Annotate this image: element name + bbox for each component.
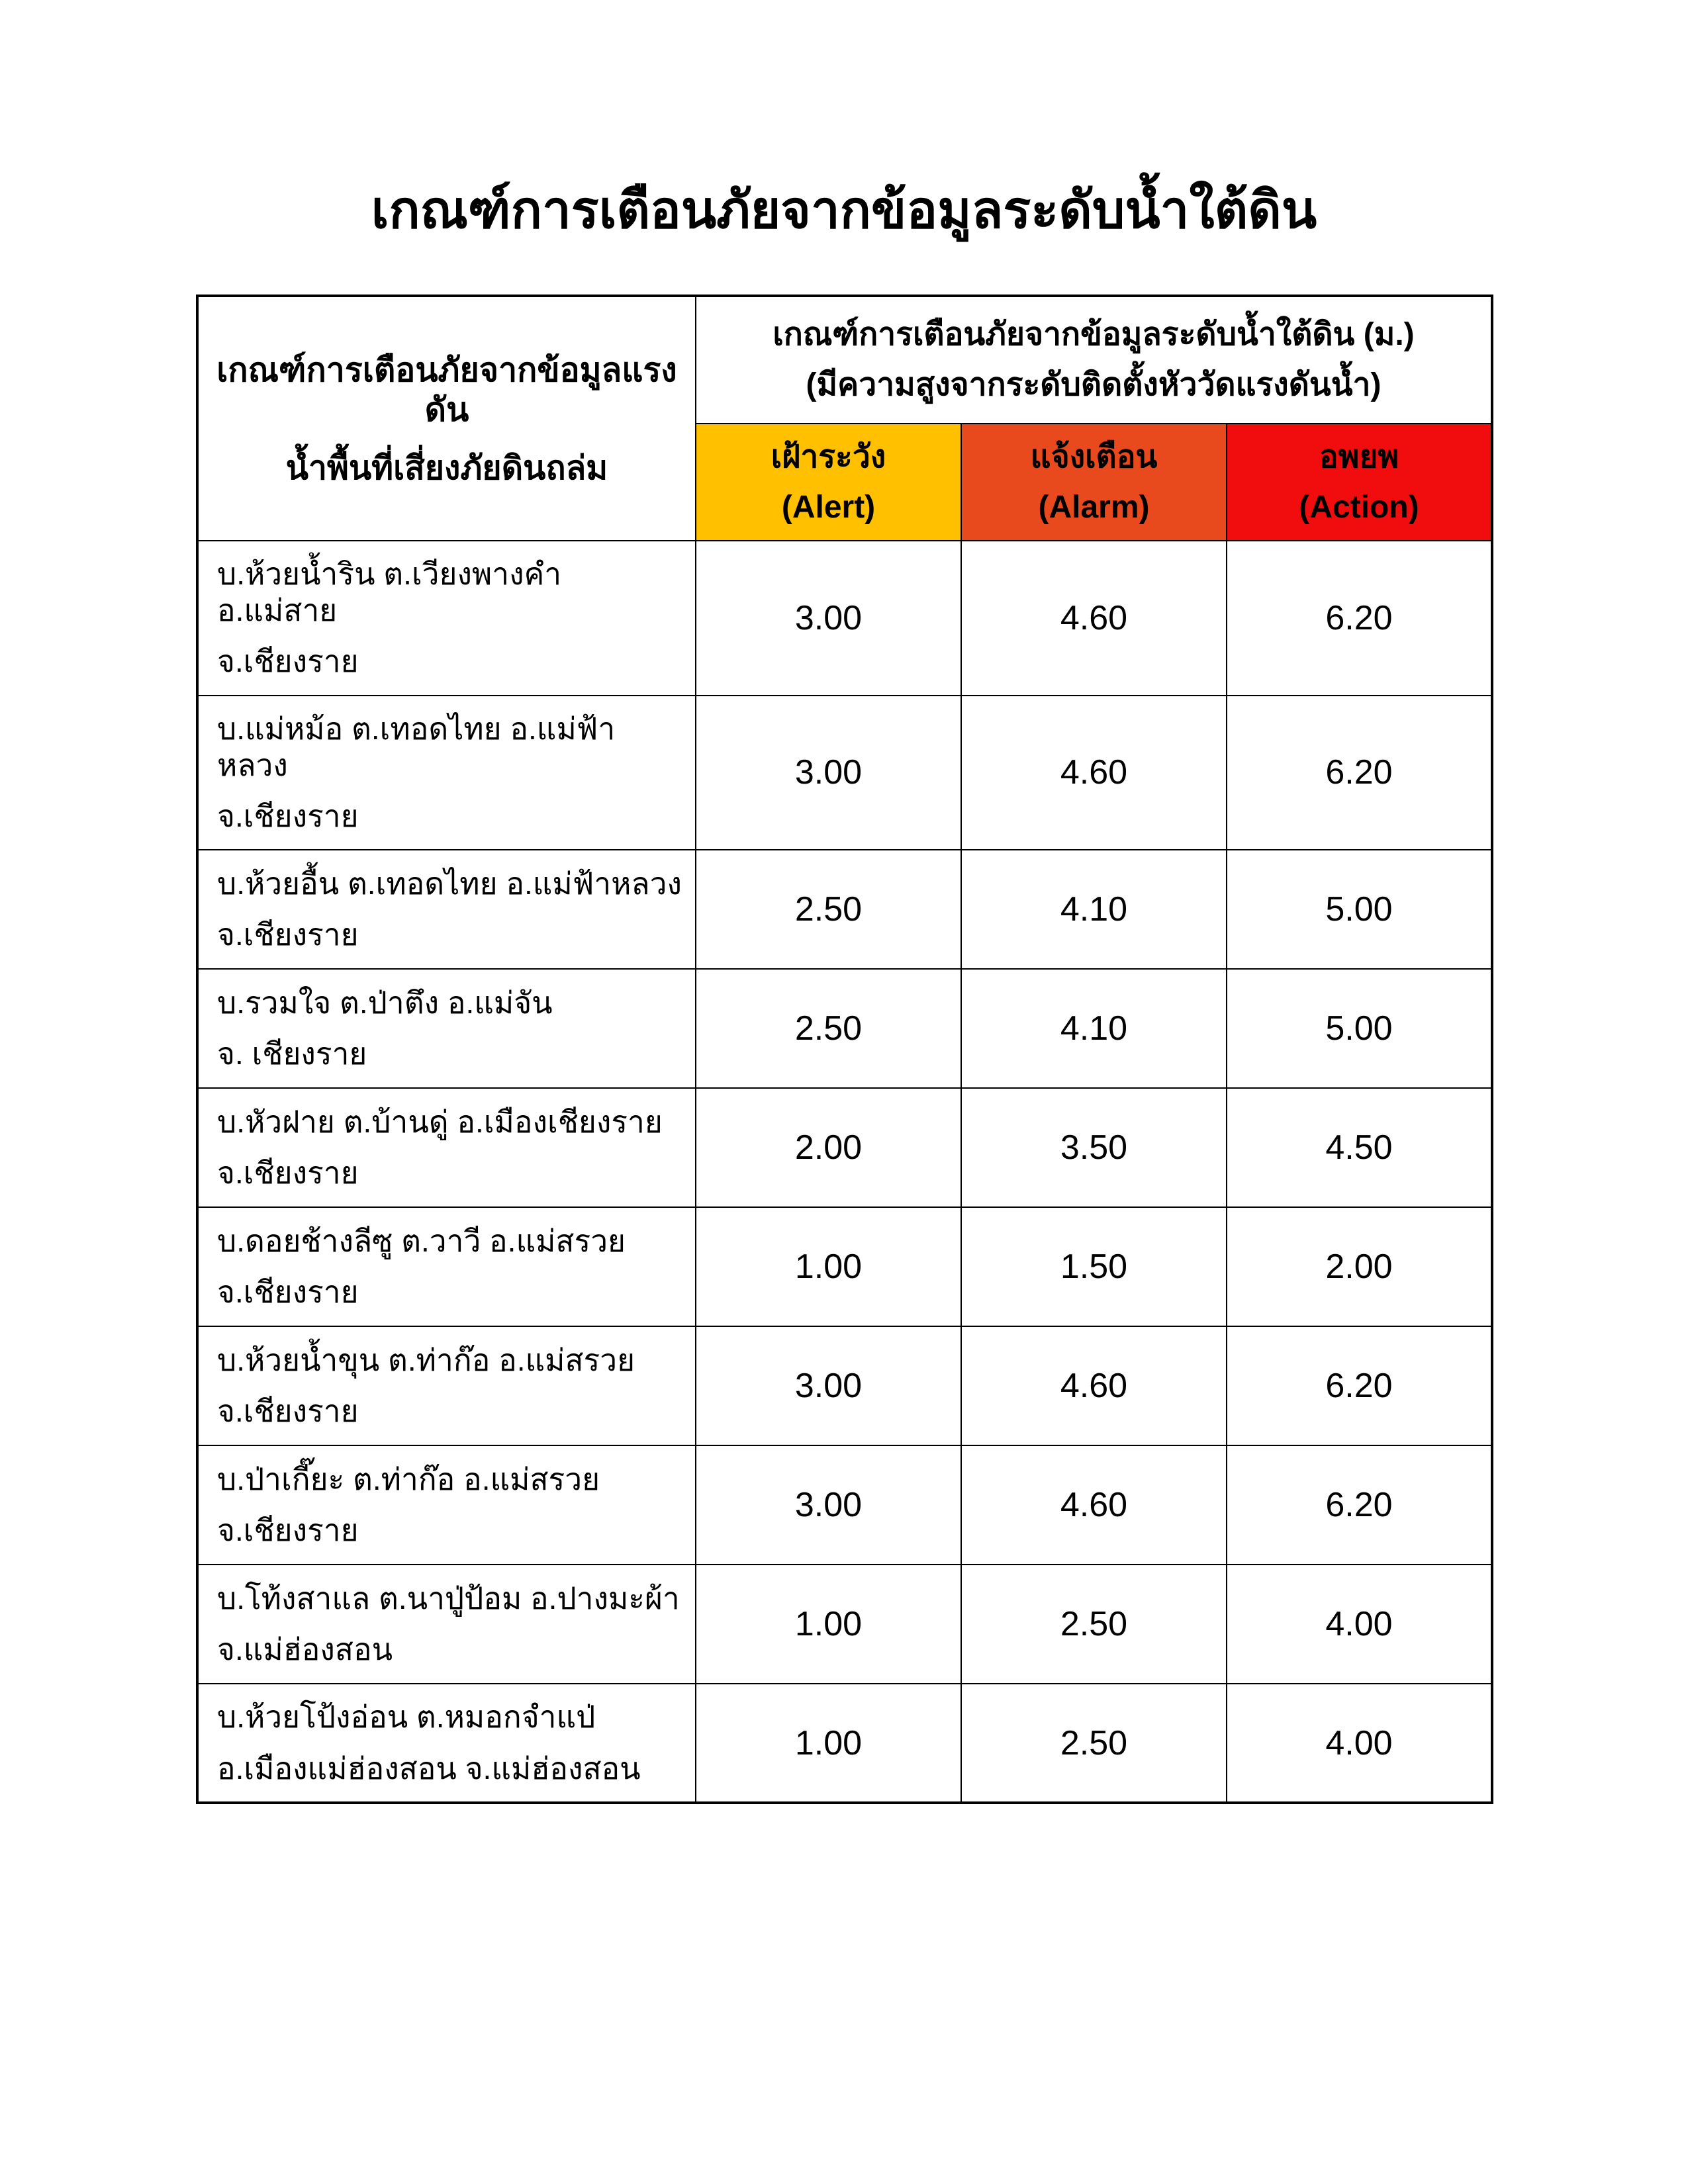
page-title: เกณฑ์การเตือนภัยจากข้อมูลระดับน้ำใต้ดิน [371, 181, 1317, 239]
groundwater-criteria-header [696, 296, 1492, 424]
alarm-value: 4.60 [961, 541, 1227, 696]
location-cell [197, 1207, 696, 1326]
table-row [197, 696, 1492, 850]
location-line2: จ.เชียงราย [217, 917, 359, 952]
location-line1: บ.โท้งสาแล ต.นาปู่ป้อม อ.ปางมะผ้า [217, 1580, 680, 1615]
pressure-criteria-header-line2: น้ำพื้นที่เสี่ยงภัยดินถล่ม [285, 449, 608, 486]
alert-value: 1.00 [696, 1684, 961, 1803]
location-line1: บ.ดอยช้างลีซู ต.วาวี อ.แม่สรวย [217, 1223, 626, 1258]
alert-value: 2.00 [696, 1088, 961, 1207]
alert-value: 1.00 [696, 1207, 961, 1326]
alarm-value: 4.60 [961, 696, 1227, 850]
location-line1: บ.แม่หม้อ ต.เทอดไทย อ.แม่ฟ้าหลวง [217, 711, 616, 782]
table-row [197, 1565, 1492, 1684]
action-value: 6.20 [1227, 696, 1492, 850]
location-line2: จ.เชียงราย [217, 1275, 359, 1310]
alarm-value: 1.50 [961, 1207, 1227, 1326]
alert-level-label-th: เฝ้าระวัง [771, 439, 886, 475]
alert-value: 3.00 [696, 541, 961, 696]
action-value: 2.00 [1227, 1207, 1492, 1326]
location-line2: จ.เชียงราย [217, 1394, 359, 1429]
location-line1: บ.ห้วยโป้งอ่อน ต.หมอกจำแป่ [217, 1700, 596, 1735]
alert-value: 3.00 [696, 696, 961, 850]
location-cell [197, 850, 696, 969]
action-value: 5.00 [1227, 850, 1492, 969]
action-value: 4.50 [1227, 1088, 1492, 1207]
location-cell [197, 969, 696, 1088]
location-cell [197, 1684, 696, 1803]
alarm-value: 4.10 [961, 969, 1227, 1088]
action-value: 6.20 [1227, 1326, 1492, 1445]
location-line2: จ. เชียงราย [217, 1036, 367, 1071]
location-cell [197, 1088, 696, 1207]
table-row [197, 1445, 1492, 1565]
alert-value: 3.00 [696, 1445, 961, 1565]
action-level-header [1227, 424, 1492, 541]
alert-value: 3.00 [696, 1326, 961, 1445]
location-cell [197, 696, 696, 850]
alarm-value: 4.60 [961, 1326, 1227, 1445]
table-row [197, 969, 1492, 1088]
action-level-label-th: อพยพ [1319, 439, 1399, 475]
alarm-value: 4.10 [961, 850, 1227, 969]
location-line2: อ.เมืองแม่ฮ่องสอน จ.แม่ฮ่องสอน [217, 1751, 641, 1786]
table-row [197, 1684, 1492, 1803]
alarm-value: 4.60 [961, 1445, 1227, 1565]
location-cell [197, 1326, 696, 1445]
groundwater-criteria-header-line1: เกณฑ์การเตือนภัยจากข้อมูลระดับน้ำใต้ดิน (ม.) [773, 317, 1415, 352]
header-row-top [197, 296, 1492, 424]
alarm-value: 2.50 [961, 1565, 1227, 1684]
action-level-label-en: (Action) [1299, 489, 1419, 525]
alarm-value: 3.50 [961, 1088, 1227, 1207]
table-row [197, 1088, 1492, 1207]
location-line1: บ.ห้วยน้ำขุน ต.ท่าก๊อ อ.แม่สรวย [217, 1342, 635, 1377]
action-value: 5.00 [1227, 969, 1492, 1088]
location-line2: จ.เชียงราย [217, 1156, 359, 1191]
alert-value: 2.50 [696, 850, 961, 969]
location-cell [197, 541, 696, 696]
location-cell [197, 1565, 696, 1684]
location-line1: บ.ห้วยน้ำริน ต.เวียงพางคำ อ.แม่สาย [217, 557, 562, 628]
action-value: 4.00 [1227, 1684, 1492, 1803]
location-line1: บ.ป่าเกี๊ยะ ต.ท่าก๊อ อ.แม่สรวย [217, 1461, 600, 1496]
location-line1: บ.หัวฝาย ต.บ้านดู่ อ.เมืองเชียงราย [217, 1104, 663, 1139]
table-row [197, 1207, 1492, 1326]
table-row [197, 541, 1492, 696]
action-value: 6.20 [1227, 1445, 1492, 1565]
alert-value: 1.00 [696, 1565, 961, 1684]
table-row [197, 1326, 1492, 1445]
location-cell [197, 1445, 696, 1565]
alarm-level-label-en: (Alarm) [1038, 489, 1150, 525]
location-line1: บ.รวมใจ ต.ป่าตึง อ.แม่จัน [217, 985, 553, 1020]
alert-level-label-en: (Alert) [781, 489, 876, 525]
location-line2: จ.แม่ฮ่องสอน [217, 1632, 393, 1667]
action-value: 4.00 [1227, 1565, 1492, 1684]
warning-criteria-table [196, 295, 1493, 1804]
location-line1: บ.ห้วยอื้น ต.เทอดไทย อ.แม่ฟ้าหลวง [217, 866, 682, 901]
location-line2: จ.เชียงราย [217, 644, 359, 679]
location-line2: จ.เชียงราย [217, 798, 359, 833]
pressure-criteria-header-line1: เกณฑ์การเตือนภัยจากข้อมูลแรงดัน [216, 351, 677, 428]
alarm-level-header [961, 424, 1227, 541]
location-line2: จ.เชียงราย [217, 1513, 359, 1548]
alarm-value: 2.50 [961, 1684, 1227, 1803]
alarm-level-label-th: แจ้งเตือน [1030, 439, 1158, 475]
action-value: 6.20 [1227, 541, 1492, 696]
groundwater-criteria-header-line2: (มีความสูงจากระดับติดตั้งหัววัดแรงดันน้ำ) [806, 367, 1382, 402]
pressure-criteria-header [197, 296, 696, 541]
table-row [197, 850, 1492, 969]
alert-value: 2.50 [696, 969, 961, 1088]
alert-level-header [696, 424, 961, 541]
